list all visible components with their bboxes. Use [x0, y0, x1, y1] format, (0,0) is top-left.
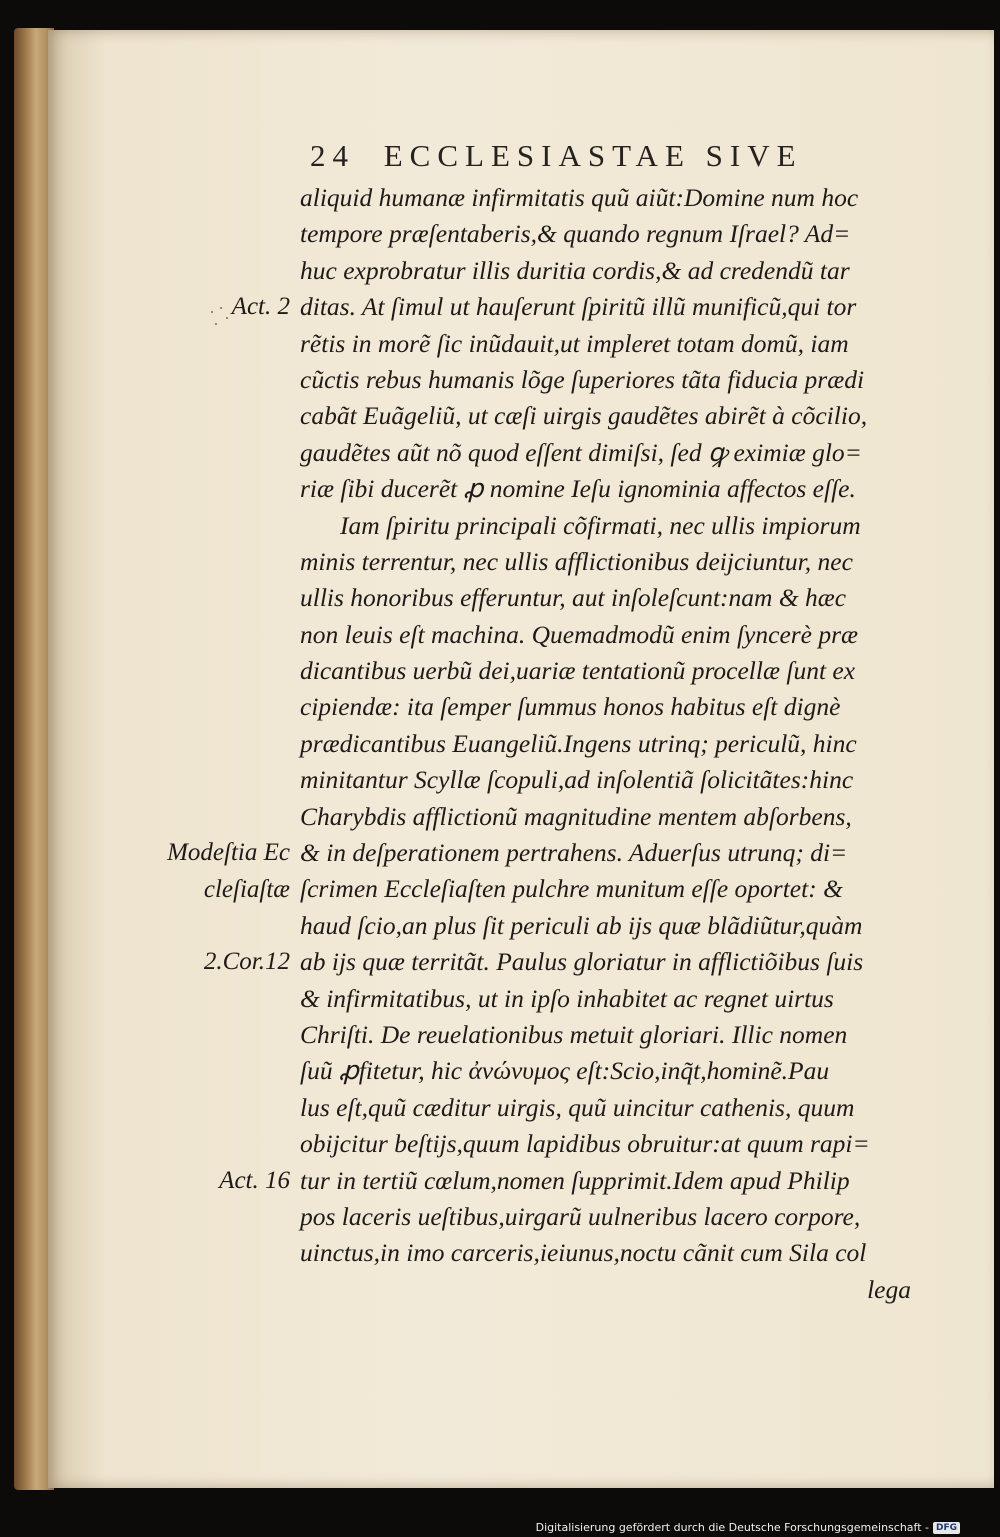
text-line: tempore præſentaberis,& quando regnum Iſrael? Ad=	[300, 219, 851, 249]
text-line: & infirmitatibus, ut in ipſo inhabitet ac regnet uirtus	[300, 983, 834, 1013]
margin-note: 2.Cor.12	[203, 948, 290, 976]
text-line: uinctus,in imo carceris,ieiunus,noctu cãnit cum Sila col	[300, 1238, 867, 1268]
text-line: obijcitur beſtijs,quum lapidibus obruitur:at quum rapi=	[300, 1129, 870, 1159]
text-line: cipiendæ: ita ſemper ſummus honos habitus eſt dignè	[300, 692, 841, 722]
text-line: minitantur Scyllæ ſcopuli,ad inſolentiã ſolicitãtes:hinc	[300, 765, 854, 795]
running-head	[310, 138, 870, 178]
margin-note: Act. 16	[219, 1166, 290, 1194]
dfg-logo: DFG	[933, 1522, 960, 1534]
text-line: pos laceris ueſtibus,uirgarũ uulneribus lacero corpore,	[300, 1201, 861, 1231]
digitization-credit	[536, 1521, 960, 1534]
text-line: non leuis eſt machina. Quemadmodũ enim ſyncerè præ	[300, 619, 859, 649]
text-line: aliquid humanæ infirmitatis quũ aiũt:Domine num hoc	[300, 183, 859, 212]
text-line: Iam ſpiritu principali cõfirmati, nec ullis impiorum	[340, 510, 861, 540]
text-line: ullis honoribus efferuntur, aut inſoleſcunt:nam & hæc	[300, 583, 847, 613]
text-line: lega	[867, 1274, 911, 1304]
running-title: ECCLESIASTAE SIVE	[383, 138, 803, 173]
text-line: tur in tertiũ cœlum,nomen ſupprimit.Idem apud Philip	[300, 1165, 850, 1195]
text-line: ſcrimen Eccleſiaſten pulchre munitum eſſe oportet: &	[300, 874, 843, 904]
text-line: lus eſt,quũ cæditur uirgis, quũ uincitur cathenis, quum	[300, 1092, 855, 1122]
text-line: huc exprobratur illis duritia cordis,& ad credendũ tar	[300, 255, 850, 285]
body-text	[300, 180, 925, 1308]
margin-note: cleſiaſtæ	[203, 875, 290, 903]
text-line: dicantibus uerbũ dei,uariæ tentationũ procellæ ſunt ex	[300, 656, 856, 686]
text-line: gaudẽtes aũt nõ quod eſſent dimiſsi, ſed ꝙ eximiæ glo=	[300, 437, 862, 467]
margin-note: Modeſtia Ec	[167, 839, 290, 867]
page-number: 24	[310, 138, 355, 173]
text-line: Chriſti. De reuelationibus metuit gloriari. Illic nomen	[300, 1019, 848, 1049]
text-line: Charybdis afflictionũ magnitudine mentem abſorbens,	[300, 801, 852, 831]
text-line: ditas. At ſimul ut hauſerunt ſpiritũ illũ munificũ,qui tor	[300, 292, 857, 322]
margin-note: Act. 2	[231, 293, 290, 321]
text-line: prædicantibus Euangeliũ.Ingens utrinq; periculũ, hinc	[300, 728, 857, 758]
text-line: cũctis rebus humanis lõge ſuperiores tãta fiducia prædi	[300, 364, 865, 394]
text-line: ſuũ ꝓfitetur, hic ἀνώνυμος eſt:Scio,inq̃t,hominẽ.Pau	[300, 1056, 830, 1086]
text-line: cabãt Euãgeliũ, ut cæſi uirgis gaudẽtes abirẽt à cõcilio,	[300, 401, 868, 431]
text-line: ab ijs quæ territãt. Paulus gloriatur in afflictiõibus ſuis	[300, 947, 864, 977]
text-line: riæ ſibi ducerẽt ꝓ nomine Ieſu ignominia affectos eſſe.	[300, 474, 856, 504]
text-line: minis terrentur, nec ullis afflictionibus deijciuntur, nec	[300, 546, 853, 576]
text-line: rẽtis in morẽ ſic inũdauit,ut impleret totam domũ, iam	[300, 328, 849, 358]
text-line: & in deſperationem pertrahens. Aduerſus utrunq; di=	[300, 838, 848, 868]
text-line: haud ſcio,an plus ſit periculi ab ijs quæ blãdiũtur,quàm	[300, 910, 863, 940]
credit-text: Digitalisierung gefördert durch die Deutsche Forschungsgemeinschaft -	[535, 1521, 929, 1534]
